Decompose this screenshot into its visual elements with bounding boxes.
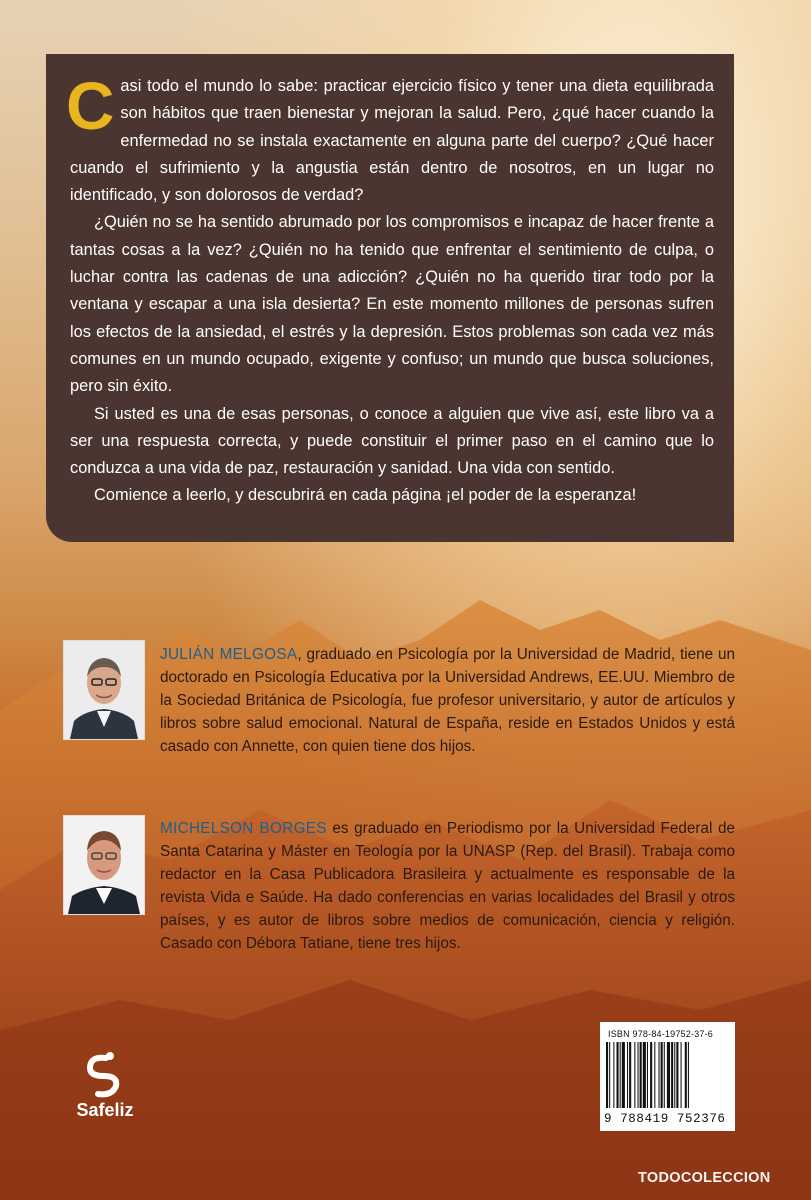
barcode-bar [654,1042,655,1108]
author-name-borges: MICHELSON BORGES [160,820,327,837]
blurb-paragraph-1 [66,69,714,209]
barcode-bar [643,1042,646,1108]
author-photo-melgosa [63,640,145,740]
author-bio-text-melgosa: , graduado en Psicología por la Universidad de Madrid, tiene un doctorado en Psicología Educativa por la Universidad Andrews, EE.UU. Miembro de la Sociedad Británica de Psicología, fue profesor universitario, y autor de artículos y libros sobre salud emocional. Natural de España, reside en Estados Unidos y está casado con Annette, con quien tiene dos hijos. [160,646,735,755]
barcode-bar [685,1042,687,1108]
barcode-bar [638,1042,639,1108]
blurb-paragraph-1-text: asi todo el mundo lo sabe: practicar ejercicio físico y tener una dieta equilibrada son hábitos que traen bienestar y mejoran la salud. Pero, ¿qué hacer cuando la enfermedad no se instala exactamente en alguna parte del cuerpo? ¿Qué hacer cuando el sufrimiento y la angustia están dentro de nosotros, en un lugar no identificado, y son dolorosos de verdad? [70,77,714,205]
safeliz-swirl-icon [60,1050,150,1100]
barcode-bar [622,1042,625,1108]
barcode-bar [627,1042,628,1108]
author-portrait-icon [64,816,144,914]
barcode-bar [661,1042,663,1108]
isbn-label: ISBN 978-84-19752-37-6 [608,1029,713,1039]
isbn-digits: 9 788419 752376 [604,1112,726,1126]
blurb-box [46,54,734,542]
blurb-paragraph-2: ¿Quién no se ha sentido abrumado por los compromisos e incapaz de hacer frente a tantas cosas a la vez? ¿Quién no ha tenido que enfrentar el sentimiento de culpa, o luchar contra las cadenas de una adicción? ¿Quién no ha querido tirar todo por la ventana y escapar a una isla desierta? En este momento millones de personas sufren los efectos de la ansiedad, el estrés y la depresión. Estos problemas son cada vez más comunes en un mundo ocupado, exigente y confuso; un mundo que busca soluciones, pero sin éxito. [70,213,714,396]
barcode-bar [659,1042,660,1108]
author-portrait-icon [64,641,144,739]
author-bio-melgosa [160,643,735,758]
author-bio-text-borges: es graduado en Periodismo por la Universidad Federal de Santa Catarina y Máster en Teología por la UNASP (Rep. del Brasil). Trabaja como redactor en la Casa Publicadora Brasileira y actualmente es responsable de la revista Vida e Saúde. Ha dado conferencias en varias localidades del Brasil y otros países, y es autor de libros sobre medios de comunicación, ciencia y religión. Casado con Débora Tatiane, tiene tres hijos. [160,820,735,952]
barcode-bar [674,1042,675,1108]
drop-cap: C [66,69,115,144]
barcode-bar [617,1042,619,1108]
barcode-bar [667,1042,670,1108]
barcode-bar [688,1042,689,1108]
barcode-bar [606,1042,608,1108]
barcode-bar [664,1042,665,1108]
author-name-melgosa: JULIÁN MELGOSA [160,646,298,663]
author-bio-borges [160,817,735,955]
barcode-bars [604,1042,731,1108]
watermark: TODOCOLECCION [638,1170,771,1186]
blurb-paragraph-4: Comience a leerlo, y descubrirá en cada página ¡el poder de la esperanza! [94,486,637,505]
barcode-bar [634,1042,635,1108]
barcode-bar [650,1042,652,1108]
publisher-name: Safeliz [76,1100,134,1120]
barcode-bar [609,1042,610,1108]
barcode-bar [640,1042,642,1108]
blurb-paragraph-3: Si usted es una de esas personas, o conoce a alguien que vive así, este libro va a ser una respuesta correcta, y puede constituir el primer paso en el camino que lo conduzca a una vida de paz, restauración y sanidad. Una vida con sentido. [70,404,714,478]
barcode-bar [613,1042,614,1108]
isbn-barcode [600,1022,735,1131]
author-photo-borges [63,815,145,915]
publisher-logo [60,1050,150,1122]
barcode-bar [676,1042,678,1108]
barcode-bar [671,1042,673,1108]
barcode-bar [681,1042,682,1108]
barcode-bar [629,1042,631,1108]
barcode-bar [647,1042,648,1108]
barcode-bar [620,1042,621,1108]
